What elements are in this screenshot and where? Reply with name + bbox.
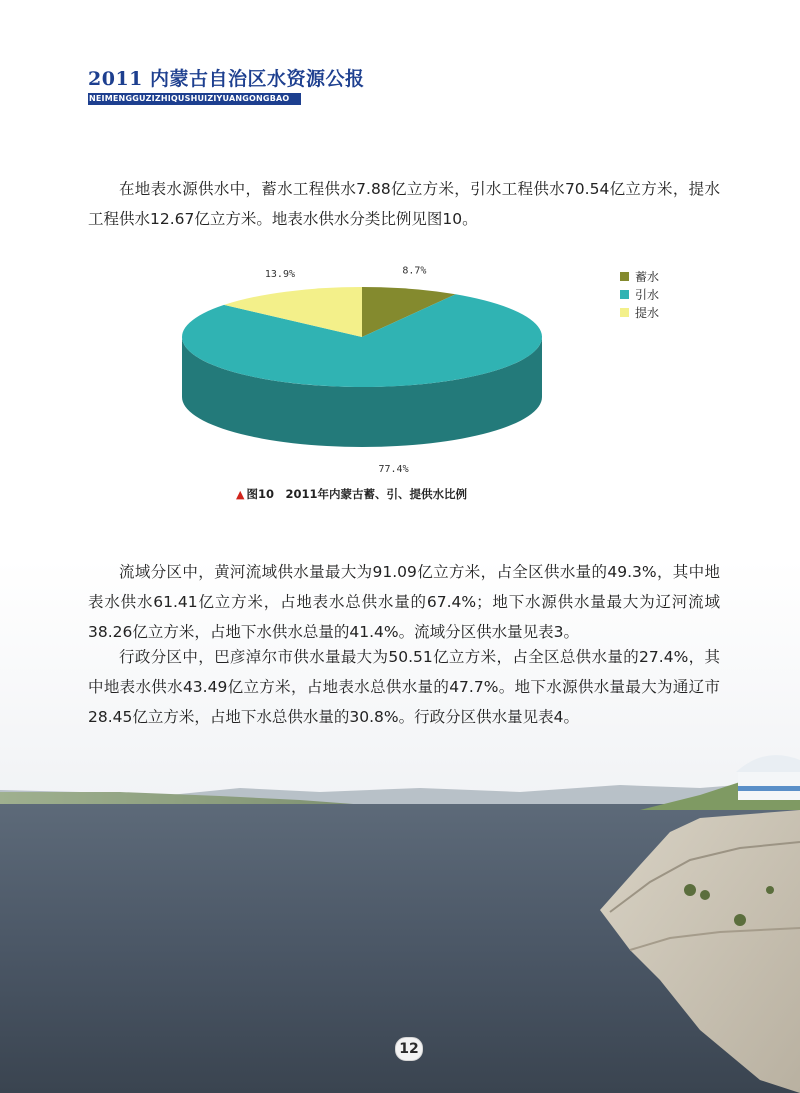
- pie-label-pumping: 13.9%: [264, 269, 296, 281]
- header: [88, 64, 365, 105]
- report-title: 2011 内蒙古自治区水资源公报: [88, 68, 365, 90]
- figure-caption: [236, 486, 467, 502]
- legend-label: 提水: [635, 305, 660, 320]
- paragraph-basin-zones: 流域分区中，黄河流域供水量最大为91.09亿立方米，占全区供水量的49.3%，其中地表水供水61.41亿立方米，占地表水总供水量的67.4%；地下水源供水量最大为辽河流域38.26亿立方米，占地下水供水总量的41.4%。流域分区供水量见表3。: [88, 562, 720, 641]
- paragraph-admin-zones: 行政分区中，巴彦淖尔市供水量最大为50.51亿立方米，占全区总供水量的27.4%，其中地表水供水43.49亿立方米，占地表水总供水量的47.7%。地下水源供水量最大为通辽市28.45亿立方米，占地下水总供水量的30.8%。行政分区供水量见表4。: [88, 647, 720, 726]
- chart-legend: [620, 267, 659, 321]
- page-number: 12: [395, 1037, 423, 1061]
- legend-item-diversion: [620, 285, 659, 303]
- paragraph-surface-water: 在地表水源供水中，蓄水工程供水7.88亿立方米，引水工程供水70.54亿立方米，提水工程供水12.67亿立方米。地表水供水分类比例见图10。: [88, 179, 720, 228]
- legend-item-pumping: [620, 303, 659, 321]
- caption-marker-icon: ▲: [236, 488, 245, 501]
- legend-label: 蓄水: [635, 269, 660, 284]
- legend-label: 引水: [635, 287, 660, 302]
- report-subtitle-en: NEIMENGGUZIZHIQUSHUIZIYUANGONGBAO: [88, 93, 301, 105]
- pie-label-storage: 8.7%: [402, 265, 427, 277]
- caption-text: 图10 2011年内蒙古蓄、引、提供水比例: [246, 487, 467, 501]
- legend-swatch: [620, 290, 629, 299]
- pie-chart: [160, 250, 580, 476]
- legend-item-storage: [620, 267, 659, 285]
- pie-top: [182, 287, 542, 387]
- legend-swatch: [620, 272, 629, 281]
- pie-label-diversion: 77.4%: [378, 464, 409, 476]
- legend-swatch: [620, 308, 629, 317]
